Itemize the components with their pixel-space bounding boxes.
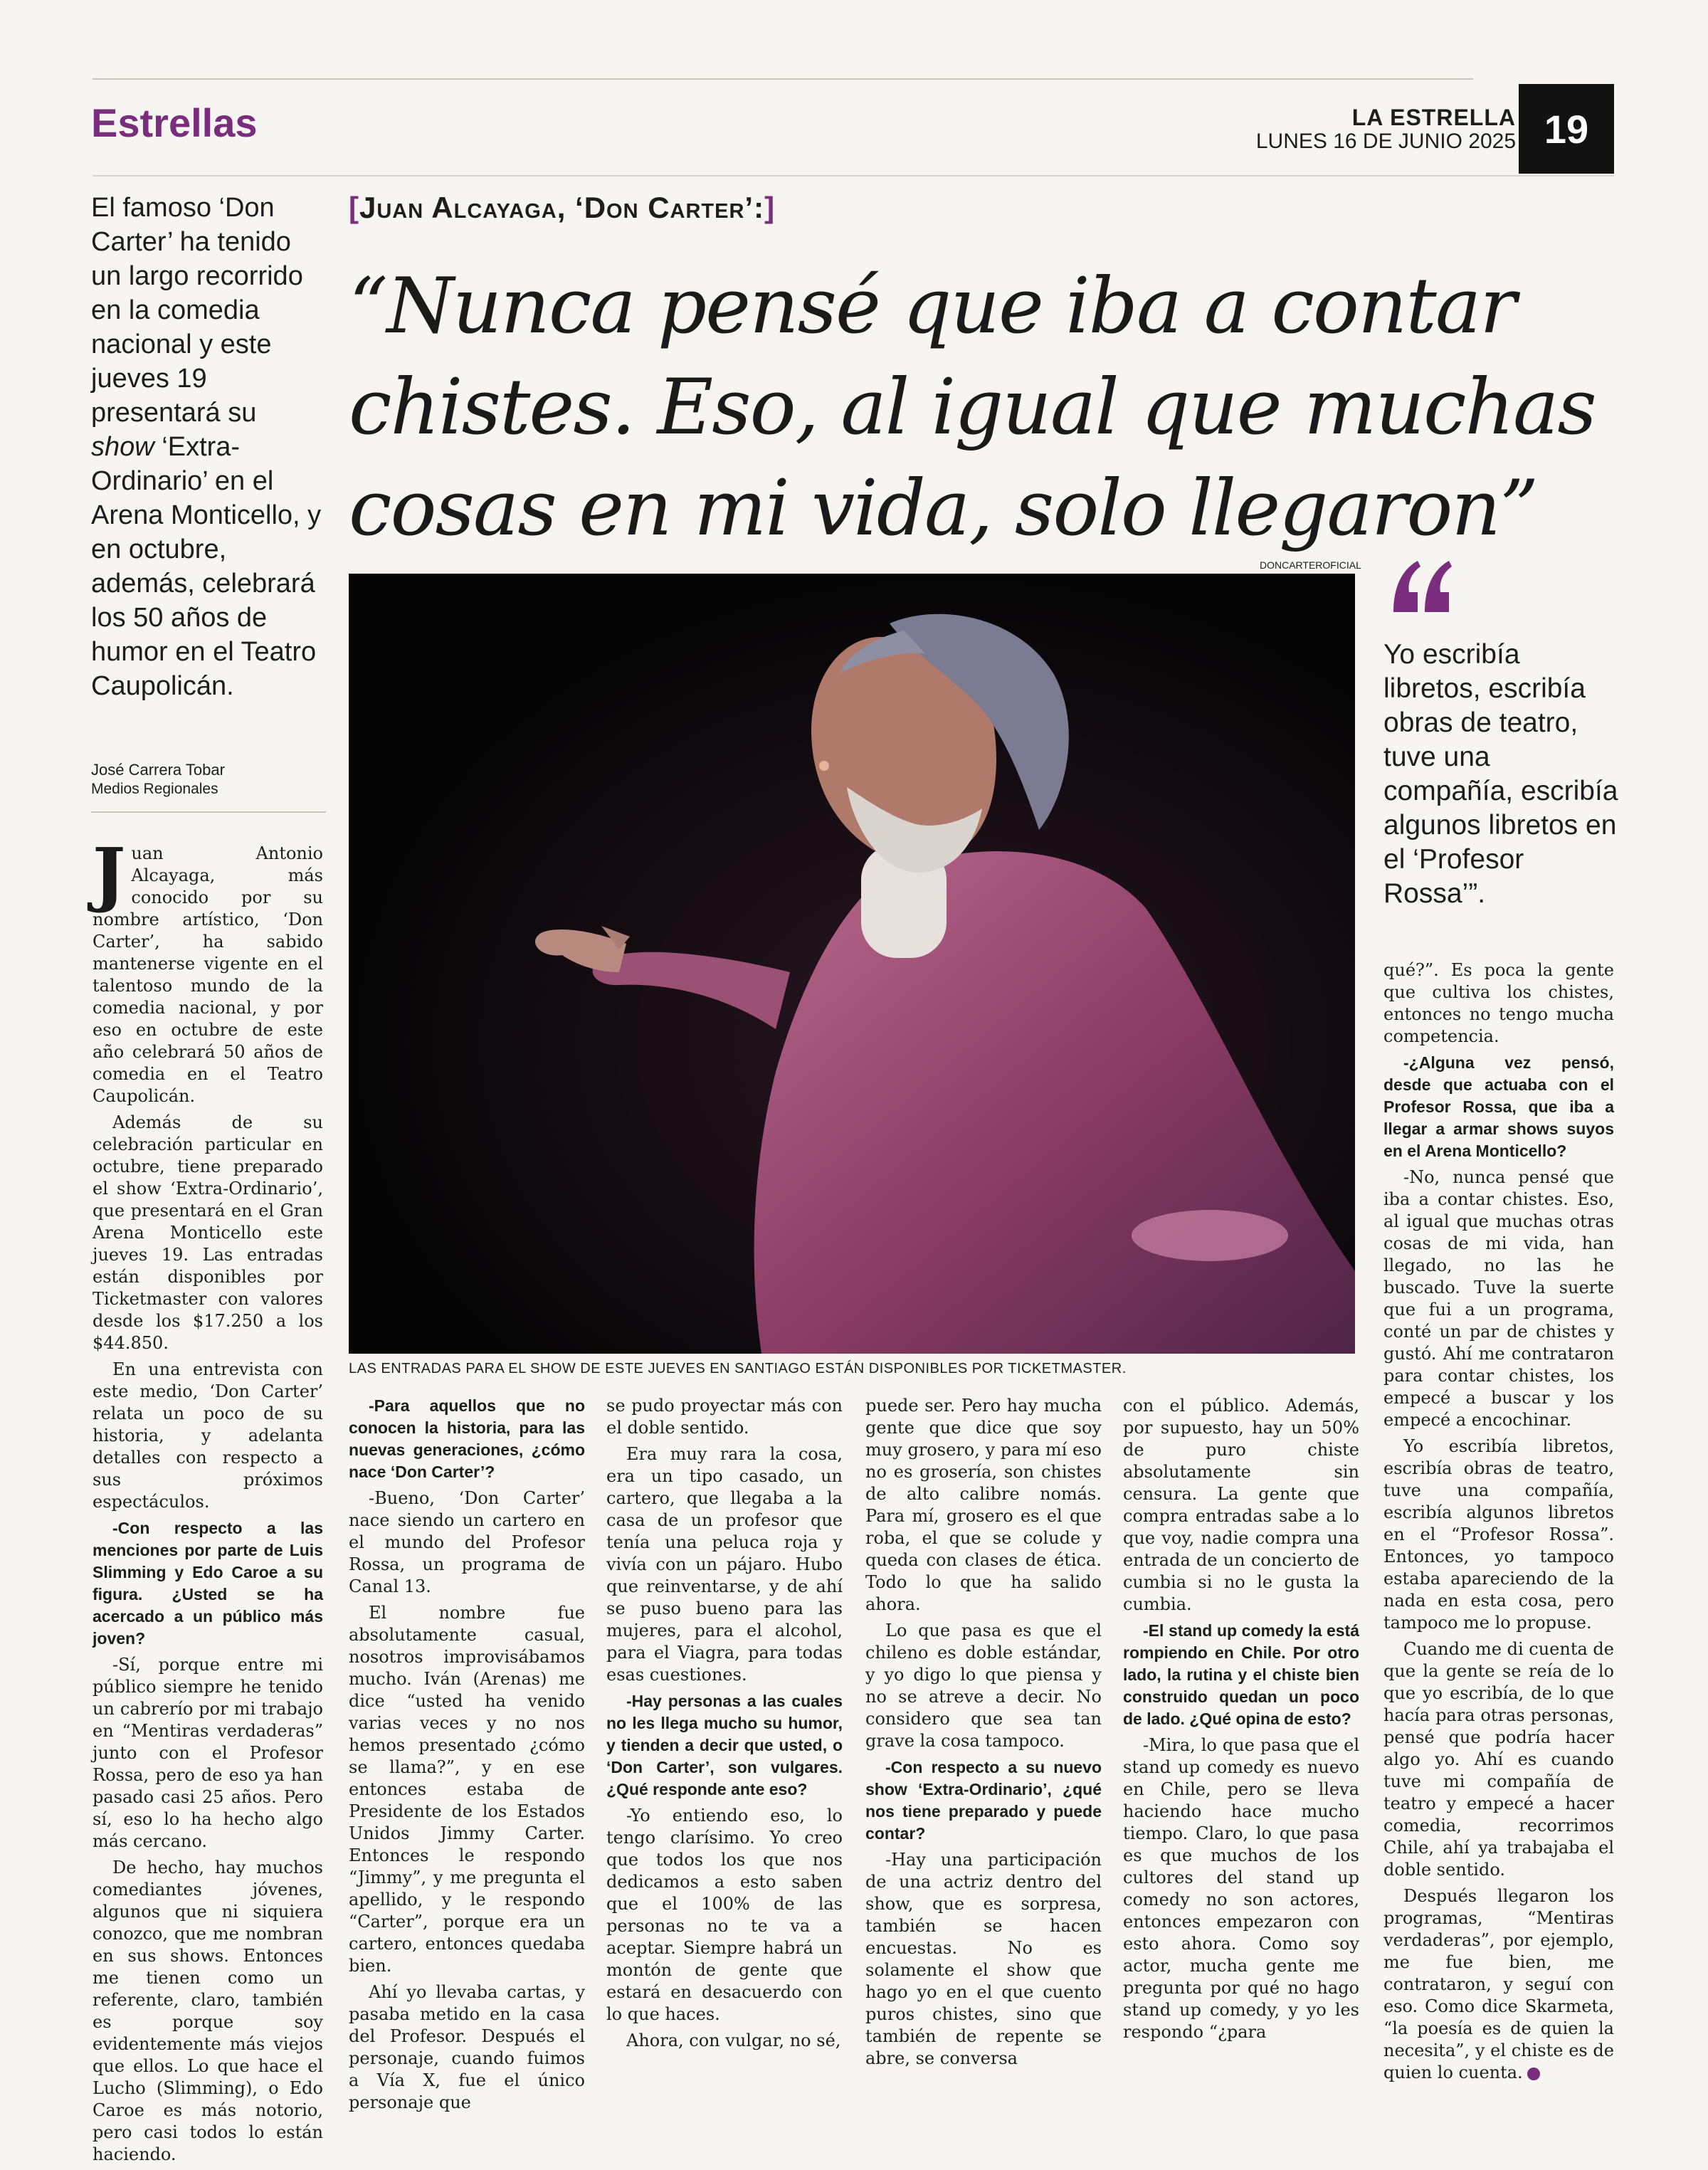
interview-question: -Con respecto a su nuevo show ‘Extra-Ordinario’, ¿qué nos tiene preparado y puede contar? bbox=[865, 1758, 1102, 1843]
paragraph: -Bueno, ‘Don Carter’ nace siendo un cartero en el mundo del Profesor Rossa, un programa de Canal 13. bbox=[349, 1488, 585, 1596]
interview-question: -¿Alguna vez pensó, desde que actuaba con el Profesor Rossa, que iba a llegar a armar shows suyos en el Arena Monticello? bbox=[1383, 1053, 1614, 1160]
paragraph: En una entrevista con este medio, ‘Don Carter’ relata un poco de su historia, y adelanta detalles con respecto a sus próximos espectáculos. bbox=[93, 1359, 323, 1512]
paper-name: LA ESTRELLA bbox=[1351, 105, 1516, 130]
paragraph: -Yo entiendo eso, lo tengo clarísimo. Yo creo que todos los que nos dedicamos a esto saben que el 100% de las personas no te va a aceptar. Siempre habrá un montón de gente que estará en desacuerdo con lo que haces. bbox=[606, 1806, 843, 2024]
paragraph bbox=[1383, 1885, 1614, 2084]
interview-question: -Con respecto a las menciones por parte de Luis Slimming y Edo Caroe a su figura. ¿Usted se ha acercado a un público más joven? bbox=[93, 1519, 323, 1648]
headline: “Nunca pensé que iba a contar chistes. Eso, al igual que muchas cosas en mi vida, solo llegaron” bbox=[349, 262, 1596, 553]
paragraph: Yo escribía libretos, escribía obras de teatro, tuve una compañía, escribía algunos libretos en el “Profesor Rossa”. Entonces, yo tampoco estaba apareciendo de la nada en esta cosa, pero tampoco me lo propuse. bbox=[1383, 1436, 1614, 1633]
paragraph: Ahora, con vulgar, no sé, bbox=[626, 2031, 841, 2050]
paragraph-text: Después llegaron los programas, “Mentiras verdaderas”, por ejemplo, me fue bien, me contrataron, y seguí con eso. Como dice Skarmeta, “la poesía es de quien la necesita”, y el chiste es de quien lo cuenta. bbox=[1383, 1886, 1614, 2082]
kicker-text: Juan Alcayaga, ‘Don Carter’: bbox=[359, 191, 765, 224]
top-rule bbox=[93, 78, 1473, 80]
paragraph: Ahí yo llevaba cartas, y pasaba metido en la casa del Profesor. Después el personaje, cuando fuimos a Vía X, fue el único personaje que bbox=[349, 1982, 585, 2112]
byline-rule bbox=[91, 811, 326, 813]
author-name: José Carrera Tobar bbox=[91, 761, 225, 779]
photo-caption: LAS ENTRADAS PARA EL SHOW DE ESTE JUEVES EN SANTIAGO ESTÁN DISPONIBLES POR TICKETMASTER. bbox=[349, 1361, 1127, 1376]
body-column-1 bbox=[93, 833, 323, 2170]
kicker-bracket-close: ] bbox=[764, 191, 776, 224]
interview-question: -Hay personas a las cuales no les llega mucho su humor, y tienden a decir que usted, o ‘Don Carter’, son vulgares. ¿Qué responde ante eso? bbox=[606, 1692, 843, 1798]
quote-mark-icon bbox=[1388, 555, 1452, 619]
body-column-5 bbox=[1123, 1395, 1359, 2048]
paragraph: con el público. Además, por supuesto, hay un 50% de puro chiste absolutamente sin censura. La gente que compra entradas sabe a lo que voy, nadie compra una entrada de un concierto de cumbia si no le gusta la cumbia. bbox=[1123, 1396, 1359, 1614]
main-photo bbox=[349, 574, 1355, 1354]
paragraph: -Mira, lo que pasa que el stand up comedy es nuevo en Chile, pero se lleva haciendo hace mucho tiempo. Claro, lo que pasa es que muchos de los cultores del stand up comedy no son actores, entonces empezaron con esto ahora. Como soy actor, mucha gente me pregunta por qué no hago stand up comedy, y yo les respondo “¿para bbox=[1123, 1735, 1359, 2042]
author-outlet: Medios Regionales bbox=[91, 781, 218, 797]
kicker bbox=[349, 191, 775, 225]
issue-date: LUNES 16 DE JUNIO 2025 bbox=[1255, 130, 1516, 153]
body-column-2 bbox=[349, 1395, 585, 2118]
kicker-bracket-open: [ bbox=[349, 191, 359, 224]
interview-question: -Para aquellos que no conocen la historia, para las nuevas generaciones, ¿cómo nace ‘Don Carter’? bbox=[349, 1396, 585, 1481]
body-column-3 bbox=[606, 1395, 843, 2056]
performer-illustration bbox=[349, 574, 1355, 1354]
page-number: 19 bbox=[1519, 84, 1614, 174]
lede-show-word: show bbox=[91, 432, 154, 462]
paragraph: -No, nunca pensé que iba a contar chistes. Eso, al igual que muchas otras cosas de mi vida, han llegado, no las he buscado. Tuve la suerte que fui a un programa, conté un par de chistes y gustó. Ahí me contrataron para contar chistes, los empecé a buscar y los empecé a encochinar. bbox=[1383, 1167, 1614, 1430]
paragraph: se pudo proyectar más con el doble sentido. bbox=[606, 1396, 843, 1438]
photo-credit: DONCARTEROFICIAL bbox=[1260, 559, 1361, 571]
paragraph-text: uan Antonio Alcayaga, más conocido por su nombre artístico, ‘Don Carter’, ha sabido mantenerse vigente en el talentoso mundo de la comedia nacional, y por eso en octubre de este año celebrará 50 años de comedia en el Teatro Caupolicán. bbox=[93, 843, 323, 1106]
lede-text-1: El famoso ‘Don Carter’ ha tenido un largo recorrido en la comedia nacional y este jueves 19 presentará su bbox=[91, 193, 303, 428]
paragraph: Lo que pasa es que el chileno es doble estándar, y yo digo lo que piensa y no se atreve a decir. No considero que sea tan grave la cosa tampoco. bbox=[865, 1621, 1102, 1751]
paragraph: Era muy rara la cosa, era un tipo casado, un cartero, que llegaba a la casa de un profesor que tenía una peluca roja y vivía con un pájaro. Hubo que reinventarse, y de ahí se puso bueno para las mujeres, para el alcohol, para el Viagra, para todas esas cuestiones. bbox=[606, 1444, 843, 1685]
body-column-4 bbox=[865, 1395, 1102, 2074]
paragraph: -Sí, porque entre mi público siempre he tenido un cabrerío por mi trabajo en “Mentiras verdaderas” junto con el Profesor Rossa, pero de eso ya han pasado casi 25 años. Pero sí, eso lo ha hecho algo más cercano. bbox=[93, 1655, 323, 1851]
end-mark-icon bbox=[1527, 2068, 1540, 2080]
masthead bbox=[1256, 105, 1516, 154]
pull-quote: Yo escribía libretos, escribía obras de teatro, tuve una compañía, escribía algunos libretos en el ‘Profesor Rossa’”. bbox=[1383, 639, 1618, 909]
paragraph bbox=[93, 833, 323, 1107]
interview-question: -El stand up comedy la está rompiendo en Chile. Por otro lado, la rutina y el chiste bien construido quedan un poco de lado. ¿Qué opina de esto? bbox=[1123, 1621, 1359, 1728]
paragraph: -Hay una participación de una actriz dentro del show, que es sorpresa, también se hacen encuestas. No es solamente el show que hago yo en el que cuento puros chistes, sino que también de repente se abre, se conversa bbox=[865, 1850, 1102, 2068]
paragraph: qué?”. Es poca la gente que cultiva los chistes, entonces no tengo mucha competencia. bbox=[1383, 960, 1614, 1046]
body-column-6 bbox=[1383, 959, 1614, 2088]
paragraph: Además de su celebración particular en octubre, tiene preparado el show ‘Extra-Ordinario’, que presentará en el Gran Arena Monticello este jueves 19. Las entradas están disponibles por Ticketmaster con valores desde los $17.250 a los $44.850. bbox=[93, 1112, 323, 1353]
paragraph: Cuando me di cuenta de que la gente se reía de lo que yo escribía, de lo que hacía para otras personas, pensé que podría hacer algo yo. Ahí es cuando tuve mi compañía de teatro y empecé a hacer comedia, recorrimos Chile, ahí ya trabajaba el doble sentido. bbox=[1383, 1639, 1614, 1880]
drop-cap: J bbox=[93, 833, 126, 915]
paragraph: puede ser. Pero hay mucha gente que dice que soy muy grosero, y para mí eso no es grosería, son chistes de alto calibre nomás. Para mí, grosero es el que roba, el que se colude y queda con clases de ética. Todo lo que ha salido ahora. bbox=[865, 1396, 1102, 1614]
lede bbox=[91, 191, 326, 703]
paragraph: De hecho, hay muchos comediantes jóvenes, algunos que ni siquiera conozco, que me nombran en sus shows. Entonces me tienen como un referente, claro, también es porque soy evidentemente más viejos que ellos. Lo que hace el Lucho (Slimming), o Edo Caroe es más notorio, pero casi todos lo están haciendo. bbox=[93, 1858, 323, 2164]
section-title: Estrellas bbox=[91, 100, 258, 145]
paragraph: El nombre fue absolutamente casual, nosotros improvisábamos mucho. Iván (Arenas) me dice “usted ha venido varias veces y no nos hemos presentado ¿cómo se llama?”, y en ese entonces estaba de Presidente de los Estados Unidos Jimmy Carter. Entonces le respondo “Jimmy”, y me pregunta el apellido, y le respondo “Carter”, porque era un cartero, entonces quedaba bien. bbox=[349, 1603, 585, 1976]
byline bbox=[91, 760, 326, 799]
lede-text-2: ‘Extra-Ordinario’ en el Arena Monticello, y en octubre, además, celebrará los 50 años de humor en el Teatro Caupolicán. bbox=[91, 432, 322, 701]
header-rule bbox=[93, 175, 1614, 177]
